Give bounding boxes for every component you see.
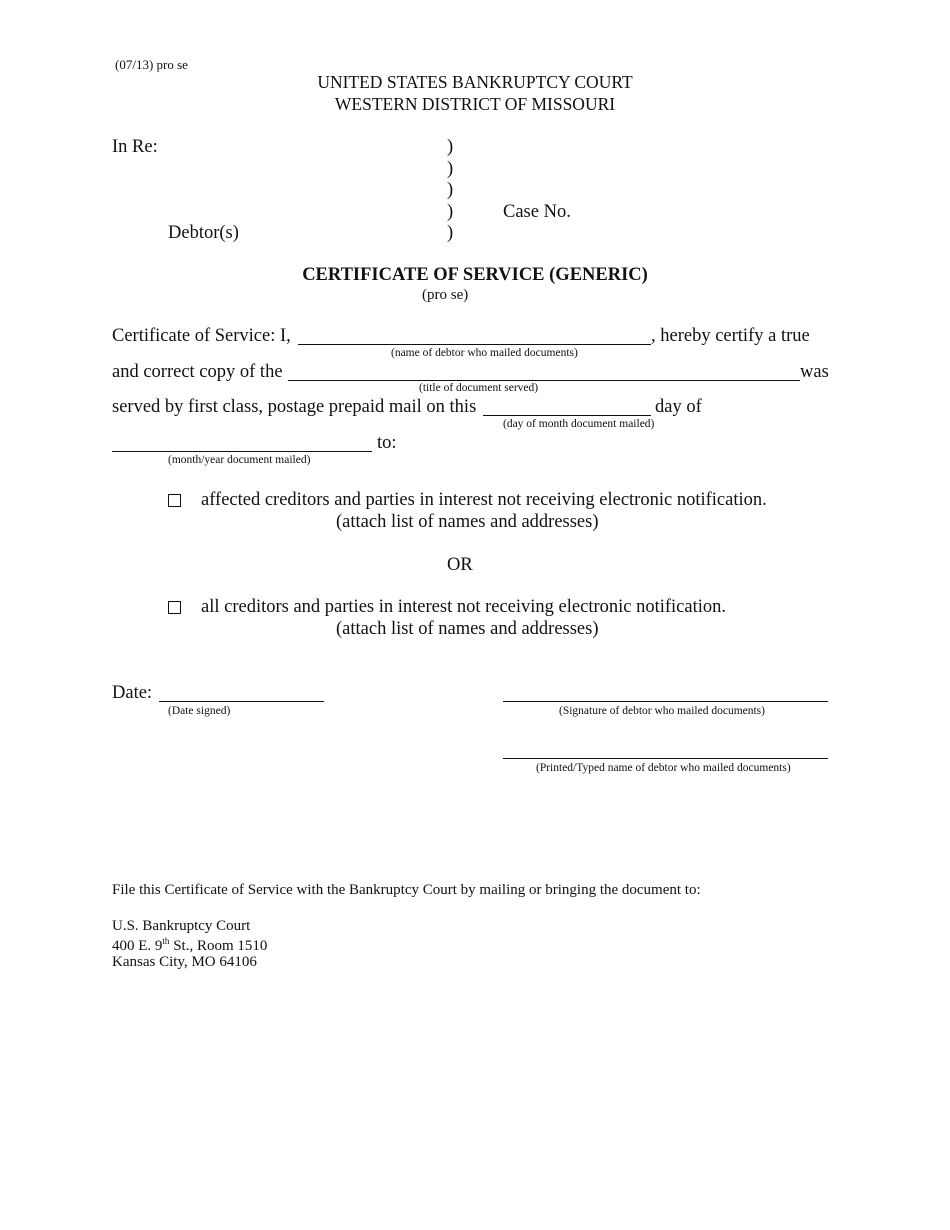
court-district: WESTERN DISTRICT OF MISSOURI — [334, 94, 616, 114]
date-hint: (Date signed) — [168, 705, 231, 717]
caption-paren: ) — [447, 159, 454, 179]
certificate-intro: Certificate of Service: I, — [112, 326, 291, 346]
debtor-label: Debtor(s) — [168, 223, 239, 243]
debtor-name-hint: (name of debtor who mailed documents) — [391, 347, 578, 359]
signature-field[interactable] — [503, 701, 828, 702]
court-name: UNITED STATES BANKRUPTCY COURT — [317, 72, 633, 92]
form-code: (07/13) pro se — [115, 57, 188, 72]
option2-note: (attach list of names and addresses) — [336, 619, 599, 639]
option1-checkbox[interactable] — [168, 494, 181, 512]
document-title-hint: (title of document served) — [419, 382, 539, 394]
case-no-label: Case No. — [503, 202, 571, 222]
certify-text: , hereby certify a true — [651, 326, 810, 346]
printed-name-field[interactable] — [503, 758, 828, 759]
caption-paren: ) — [447, 202, 454, 222]
signature-hint: (Signature of debtor who mailed documents) — [559, 705, 765, 717]
date-label: Date: — [112, 683, 153, 703]
day-of-text: day of — [655, 397, 702, 417]
printed-name-hint: (Printed/Typed name of debtor who mailed documents) — [536, 762, 791, 774]
caption-paren: ) — [447, 180, 454, 200]
in-re-label: In Re: — [112, 137, 158, 157]
option1-note: (attach list of names and addresses) — [336, 512, 599, 532]
caption-paren: ) — [447, 137, 454, 157]
month-year-hint: (month/year document mailed) — [168, 454, 311, 466]
option2-text: all creditors and parties in interest not receiving electronic notification. — [201, 597, 727, 617]
to-text: to: — [377, 433, 397, 453]
court-address-line3: Kansas City, MO 64106 — [112, 954, 257, 970]
or-separator: OR — [447, 555, 473, 575]
caption-paren: ) — [447, 223, 454, 243]
document-title-field[interactable] — [288, 380, 800, 381]
document-title: CERTIFICATE OF SERVICE (GENERIC) — [302, 265, 648, 285]
document-subtitle: (pro se) — [422, 287, 469, 303]
month-year-field[interactable] — [112, 451, 372, 452]
day-field[interactable] — [483, 415, 651, 416]
option1-text: affected creditors and parties in interest not receiving electronic notification. — [201, 490, 767, 510]
option2-checkbox[interactable] — [168, 601, 181, 619]
debtor-name-field[interactable] — [298, 344, 651, 345]
date-field[interactable] — [159, 701, 324, 702]
filing-instruction: File this Certificate of Service with the Bankruptcy Court by mailing or bringing the document to: — [112, 882, 701, 898]
was-text: was — [800, 362, 829, 382]
served-text: served by first class, postage prepaid mail on this — [112, 397, 477, 417]
court-address-line2: 400 E. 9th St., Room 1510 — [112, 936, 268, 954]
court-address-line1: U.S. Bankruptcy Court — [112, 918, 251, 934]
copy-text: and correct copy of the — [112, 362, 283, 382]
day-hint: (day of month document mailed) — [503, 418, 655, 430]
